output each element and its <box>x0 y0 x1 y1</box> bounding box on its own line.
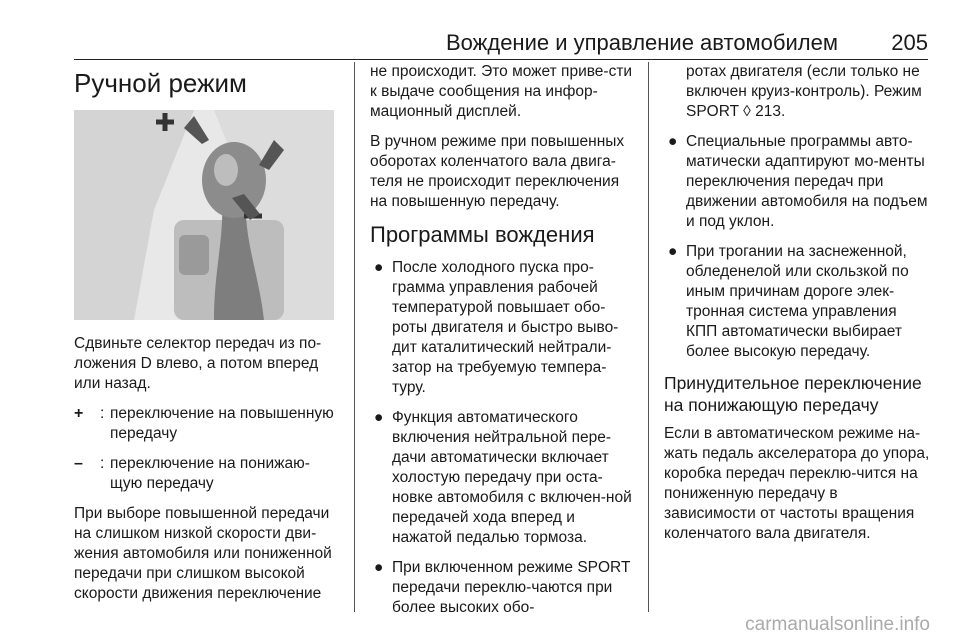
list-item: ● После холодного пуска про-грамма управления рабочей температурой повышает обо-роты двигателя и быстро выво-дит каталитический нейтрали-затор на требуемую темпера-туру. <box>374 259 619 396</box>
page-header <box>74 20 928 60</box>
upshift-row: + : переключение на повышенную передачу <box>74 404 342 444</box>
body-paragraph: Если в автоматическом режиме на-жать педаль акселератора до упора, коробка передач переклю-чится на пониженную передачу в зависимости от частоты вращения коленчатого вала двигателя. <box>664 425 930 542</box>
instruction-text: Сдвиньте селектор передач из по-ложения D влево, а потом вперед или назад. <box>74 335 322 392</box>
list-item: ● Специальные программы авто-матически адаптируют мо-менты переключения передач при движении автомобиля на подъем и под уклон. <box>668 133 928 230</box>
list-item: ● При трогании на заснеженной, обледенелой или скользкой по иным причинам дороге элек-тронная система управления КПП автоматически выбирает более высокую передачу. <box>668 243 909 360</box>
bullet-list <box>664 132 930 362</box>
bullet-icon: ● <box>374 409 384 426</box>
upshift-text: переключение на повышенную передачу <box>110 405 334 442</box>
column-divider <box>648 62 649 612</box>
gear-selector-illustration <box>74 110 334 320</box>
page-number: 205 <box>891 30 928 55</box>
bullet-icon: ● <box>668 133 678 150</box>
subsection-heading: Принудительное переключение на понижающую передачу <box>664 373 922 415</box>
bullet-icon: ● <box>374 559 384 576</box>
bullet-icon: ● <box>374 259 384 276</box>
column-2 <box>370 62 638 628</box>
minus-icon: – <box>74 455 83 472</box>
section-title: Вождение и управление автомобилем <box>445 30 838 55</box>
plus-icon: + <box>74 405 84 422</box>
downshift-text: переключение на понижаю-щую передачу <box>110 455 310 492</box>
section-heading: Ручной режим <box>74 68 247 98</box>
body-paragraph: не происходит. Это может приве-сти к выдаче сообщения на инфор-мационный дисплей. <box>370 63 633 120</box>
bullet-icon: ● <box>668 243 678 260</box>
column-1 <box>74 62 342 614</box>
body-paragraph: При выборе повышенной передачи на слишком низкой скорости дви-жения автомобиля или пониженной передачи при слишком высокой скорости движения переключение <box>74 505 332 602</box>
body-paragraph: В ручном режиме при повышенных оборотах коленчатого вала двига-теля не происходит переключения на повышенную передачу. <box>370 133 625 210</box>
bullet-continuation: ротах двигателя (если только не включен круиз-контроль). Режим SPORT ◊ 213. <box>686 63 922 120</box>
subsection-heading: Программы вождения <box>370 222 595 247</box>
watermark: carmanualsonline.info <box>745 614 930 635</box>
header-rule <box>74 59 928 60</box>
list-item: ● Функция автоматического включения нейтральной пере-дачи автоматически включает холостую передачу при оста-новке автомобиля с включен-ной передачей хода вперед и нажатой педалью тормоза. <box>374 409 632 546</box>
list-item: ● При включенном режиме SPORT передачи переклю-чаются при более высоких обо- <box>374 559 631 616</box>
downshift-row: – : переключение на понижаю-щую передачу <box>74 454 342 494</box>
bullet-list <box>370 258 638 618</box>
column-divider <box>354 62 355 612</box>
column-3 <box>664 62 930 554</box>
